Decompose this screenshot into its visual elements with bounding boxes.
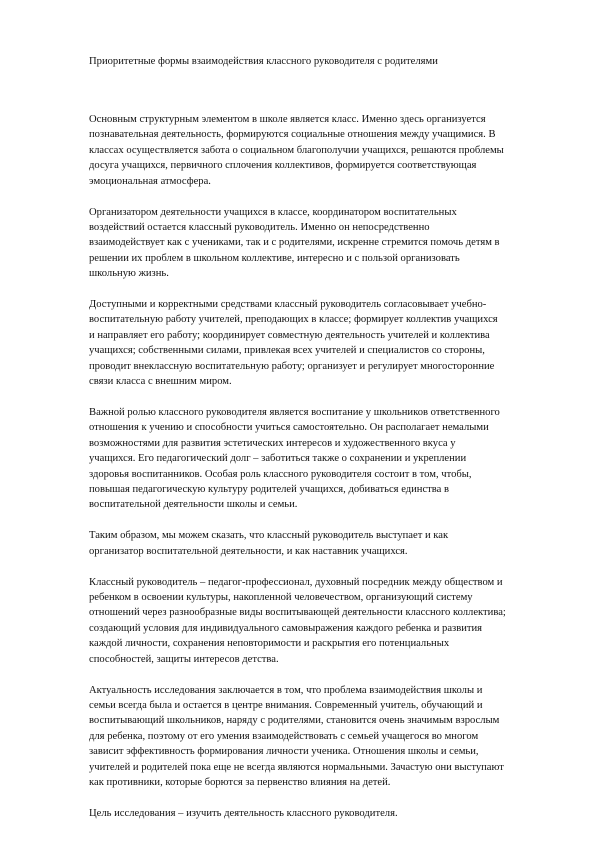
text-line: отношения к учению и способности учиться самостоятельно. Он располагает немалыми xyxy=(89,422,489,434)
text-line: воспитательной деятельности школы и семьи. xyxy=(89,499,298,511)
text-line: для ребенка, поэтому от его умения взаимодействовать с семьей учащегося во многом xyxy=(89,730,479,742)
text-line: проводит внеклассную воспитательную работу; организует и регулирует многосторонние xyxy=(89,360,495,372)
text-line: Таким образом, мы можем сказать, что классный руководитель выступает и как xyxy=(89,530,449,542)
text-line: возможностями для развития эстетических интересов и художественного вкуса у xyxy=(89,437,456,449)
text-line: ребенком в освоении культуры, накопленной человечеством, организующий систему xyxy=(89,592,473,604)
paragraph-8 xyxy=(89,806,529,821)
text-line: и направляет его работу; координирует совместную деятельность учителей и коллектива xyxy=(89,329,490,341)
text-line: Цель исследования – изучить деятельность классного руководителя. xyxy=(89,807,398,819)
text-line: Доступными и корректными средствами классный руководитель согласовывает учебно- xyxy=(89,299,487,311)
paragraph-3 xyxy=(89,297,529,389)
text-line: Классный руководитель – педагог-профессионал, духовный посредник между обществом и xyxy=(89,576,503,588)
paragraph-2 xyxy=(89,205,529,282)
text-line: эмоциональная атмосфера. xyxy=(89,175,211,187)
text-line: Организатором деятельности учащихся в классе, координатором воспитательных xyxy=(89,206,457,218)
text-line: отношений через разнообразные виды воспитывающей деятельности классного коллектива; xyxy=(89,607,506,619)
text-line: создающий условия для индивидуального самовыражения каждого ребенка и развития xyxy=(89,622,483,634)
text-line: познавательная деятельность, формируются социальные отношения между учащимися. В xyxy=(89,129,496,141)
text-line: повышая педагогическую культуру родителей учащихся, добиваться единства в xyxy=(89,484,450,496)
text-line: Актуальность исследования заключается в том, что проблема взаимодействия школы и xyxy=(89,684,483,696)
text-line: воздействий остается классный руководитель. Именно он непосредственно xyxy=(89,221,430,233)
document-body xyxy=(89,112,529,837)
text-line: семьи всегда была и остается в центре внимания. Современный учитель, обучающий и xyxy=(89,700,483,711)
paragraph-1 xyxy=(89,112,529,189)
text-line: Основным структурным элементом в школе является класс. Именно здесь организуется xyxy=(89,114,486,125)
text-line: организатор воспитательной деятельности, и как наставник учащихся. xyxy=(89,545,408,557)
text-line: воспитательную работу учителей, преподающих в классе; формирует коллектив учащихся xyxy=(89,314,498,326)
text-line: решении их проблем в школьном коллективе, интересно и с пользой организовать xyxy=(89,252,460,264)
paragraph-6 xyxy=(89,575,529,667)
text-line: учителей и родителей пока еще не всегда являются нормальными. Зачастую они выступают xyxy=(89,761,504,773)
text-line: Важной ролью классного руководителя является воспитание у школьников ответственного xyxy=(89,407,500,418)
text-line: досуга учащихся, первичного сплочения коллективов, формируется соответствующая xyxy=(89,160,477,172)
text-line: учащихся; собственными силами, привлекая всех учителей и специалистов со стороны, xyxy=(89,345,485,357)
document-title: Приоритетные формы взаимодействия классного руководителя с родителями xyxy=(89,56,438,67)
text-line: воспитывающий школьников, наряду с родителями, становится очень значимым взрослым xyxy=(89,715,500,727)
text-line: каждой личности, сохранения неповторимости и раскрытия его потенциальных xyxy=(89,638,450,650)
text-line: учащихся. Его педагогический долг – заботиться также о сохранении и укреплении xyxy=(89,453,467,465)
text-line: взаимодействует как с учениками, так и с родителями, искренне стремится помочь детям в xyxy=(89,237,500,249)
text-line: зависит эффективность формирования личности ученика. Отношения школы и семьи, xyxy=(89,746,479,758)
paragraph-7 xyxy=(89,683,529,791)
text-line: школьную жизнь. xyxy=(89,268,169,280)
text-line: связи класса с внешним миром. xyxy=(89,376,232,388)
text-line: способностей, защиты интересов детства. xyxy=(89,653,279,665)
paragraph-5 xyxy=(89,528,529,559)
text-line: классах осуществляется забота о социальном благополучии учащихся, решаются проблемы xyxy=(89,144,504,156)
paragraph-4 xyxy=(89,405,529,513)
text-line: как противники, которые борются за первенство влияния на детей. xyxy=(89,777,391,789)
text-line: здоровья воспитанников. Особая роль классного руководителя состоит в том, чтобы, xyxy=(89,468,472,480)
